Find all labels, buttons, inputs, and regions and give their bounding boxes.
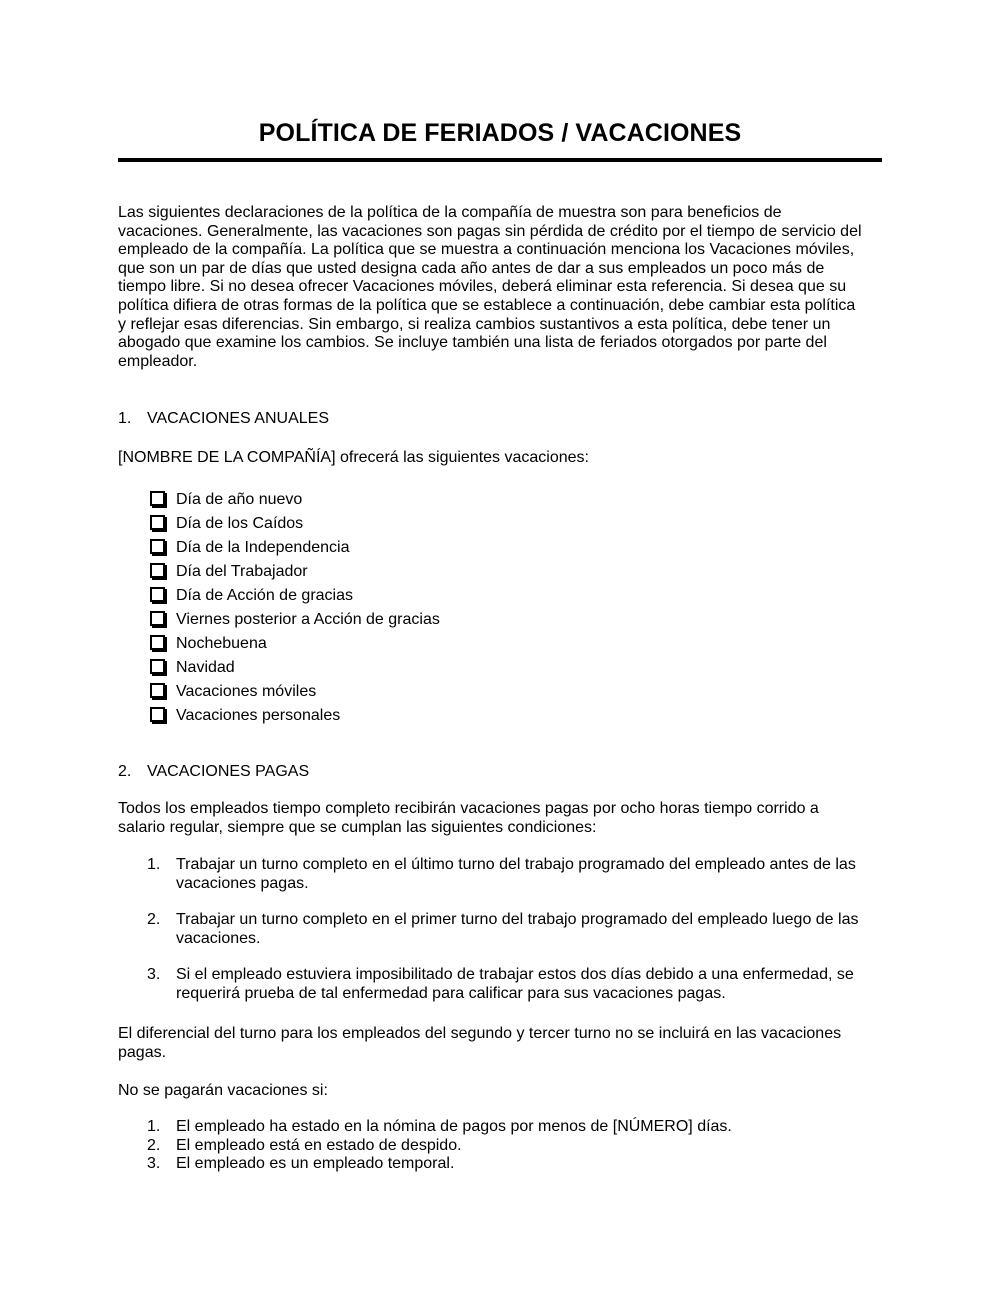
differential-line: pagas.: [118, 1043, 167, 1061]
holiday-item[interactable]: [150, 512, 440, 536]
condition-line: requerirá prueba de tal enfermedad para calificar para sus vacaciones pagas.: [176, 984, 726, 1002]
holiday-label: Día de los Caídos: [176, 515, 304, 532]
no-pay-list: [118, 1118, 882, 1174]
holiday-label: Nochebuena: [176, 635, 267, 652]
holiday-item[interactable]: [150, 656, 440, 680]
section2-heading-text: VACACIONES PAGAS: [147, 763, 310, 780]
no-pay-text: El empleado ha estado en la nómina de pagos por menos de [NÚMERO] días.: [176, 1118, 732, 1135]
holiday-item[interactable]: [150, 632, 440, 656]
condition-line: Trabajar un turno completo en el último turno del trabajo programado del empleado antes de las: [176, 856, 856, 873]
intro-paragraph: [118, 204, 882, 371]
checkbox-icon[interactable]: [150, 539, 165, 554]
holiday-item[interactable]: [150, 560, 440, 584]
holiday-item[interactable]: [150, 584, 440, 608]
checkbox-icon[interactable]: [150, 491, 165, 506]
checkbox-icon[interactable]: [150, 563, 165, 578]
checkbox-icon[interactable]: [150, 587, 165, 602]
checkbox-icon[interactable]: [150, 707, 165, 722]
no-pay-number: 3.: [147, 1155, 161, 1173]
checkbox-icon[interactable]: [150, 635, 165, 650]
condition-item: [118, 856, 882, 893]
condition-item: [118, 911, 882, 948]
intro-line: empleado de la compañía. La política que se muestra a continuación menciona los Vacaciones móviles,: [118, 241, 855, 259]
checkbox-icon[interactable]: [150, 659, 165, 674]
section1-lead: [NOMBRE DE LA COMPAÑÍA] ofrecerá las siguientes vacaciones:: [118, 449, 589, 466]
holiday-label: Día del Trabajador: [176, 563, 308, 580]
section2-lead-line: Todos los empleados tiempo completo recibirán vacaciones pagas por ocho horas tiempo corrido a: [118, 800, 819, 817]
section1-heading-text: VACACIONES ANUALES: [147, 410, 329, 427]
holiday-label: Día de la Independencia: [176, 539, 350, 556]
no-pay-item: [118, 1137, 882, 1156]
no-pay-text: El empleado está en estado de despido.: [176, 1136, 462, 1154]
holiday-item[interactable]: [150, 608, 440, 632]
holiday-item[interactable]: [150, 536, 440, 560]
checkbox-icon[interactable]: [150, 515, 165, 530]
checkbox-icon[interactable]: [150, 683, 165, 698]
section2-lead-line: salario regular, siempre que se cumplan las siguientes condiciones:: [118, 818, 597, 836]
differential-paragraph: [118, 1025, 882, 1062]
no-pay-number: 2.: [147, 1136, 161, 1154]
intro-line: política difiera de otras formas de la política que se establece a continuación, debe cambiar esta política: [118, 296, 856, 314]
holiday-label: Día de año nuevo: [176, 491, 303, 508]
conditions-list: [118, 856, 882, 1022]
intro-line: que son un par de días que usted designa cada año antes de dar a sus empleados un poco más de: [118, 259, 825, 277]
no-pay-lead: No se pagarán vacaciones si:: [118, 1082, 328, 1099]
differential-line: El diferencial del turno para los empleados del segundo y tercer turno no se incluirá en las vacaciones: [118, 1025, 842, 1042]
intro-line: vacaciones. Generalmente, las vacaciones son pagas sin pérdida de crédito por el tiempo de servicio del: [118, 222, 862, 240]
holiday-label: Día de Acción de gracias: [176, 587, 353, 604]
section2-lead: [118, 800, 882, 837]
intro-line: empleador.: [118, 352, 198, 370]
holiday-item[interactable]: [150, 488, 440, 512]
holiday-label: Vacaciones móviles: [176, 683, 317, 700]
condition-number: 3.: [147, 966, 161, 984]
holiday-label: Viernes posterior a Acción de gracias: [176, 611, 440, 628]
condition-line: Si el empleado estuviera imposibilitado de trabajar estos dos días debido a una enfermedad, se: [176, 966, 854, 984]
no-pay-item: [118, 1155, 882, 1174]
document-title: POLÍTICA DE FERIADOS / VACACIONES: [258, 119, 742, 147]
no-pay-item: [118, 1118, 882, 1137]
intro-line: abogado que examine los cambios. Se incluye también una lista de feriados otorgados por parte del: [118, 334, 827, 352]
condition-number: 2.: [147, 911, 161, 929]
holiday-label: Navidad: [176, 659, 235, 676]
condition-line: vacaciones.: [176, 929, 261, 947]
condition-item: [118, 966, 882, 1003]
section2-heading: [118, 762, 309, 781]
holiday-checklist: [150, 488, 440, 728]
section1-heading: [118, 409, 329, 428]
holiday-item[interactable]: [150, 680, 440, 704]
holiday-label: Vacaciones personales: [176, 707, 341, 724]
no-pay-text: El empleado es un empleado temporal.: [176, 1155, 455, 1173]
holiday-item[interactable]: [150, 704, 440, 728]
section2-number: 2.: [118, 763, 132, 780]
no-pay-number: 1.: [147, 1118, 161, 1135]
intro-line: tiempo libre. Si no desea ofrecer Vacaciones móviles, deberá eliminar esta referencia. Si desea que su: [118, 278, 847, 296]
intro-line: y reflejar esas diferencias. Sin embargo, si realiza cambios sustantivos a esta política, debe tener un: [118, 315, 831, 333]
condition-line: vacaciones pagas.: [176, 874, 309, 892]
intro-line: Las siguientes declaraciones de la política de la compañía de muestra son para beneficios de: [118, 204, 782, 221]
condition-number: 1.: [147, 856, 161, 873]
section1-number: 1.: [118, 410, 132, 427]
checkbox-icon[interactable]: [150, 611, 165, 626]
title-rule: [118, 158, 882, 162]
condition-line: Trabajar un turno completo en el primer turno del trabajo programado del empleado luego de las: [176, 911, 859, 929]
